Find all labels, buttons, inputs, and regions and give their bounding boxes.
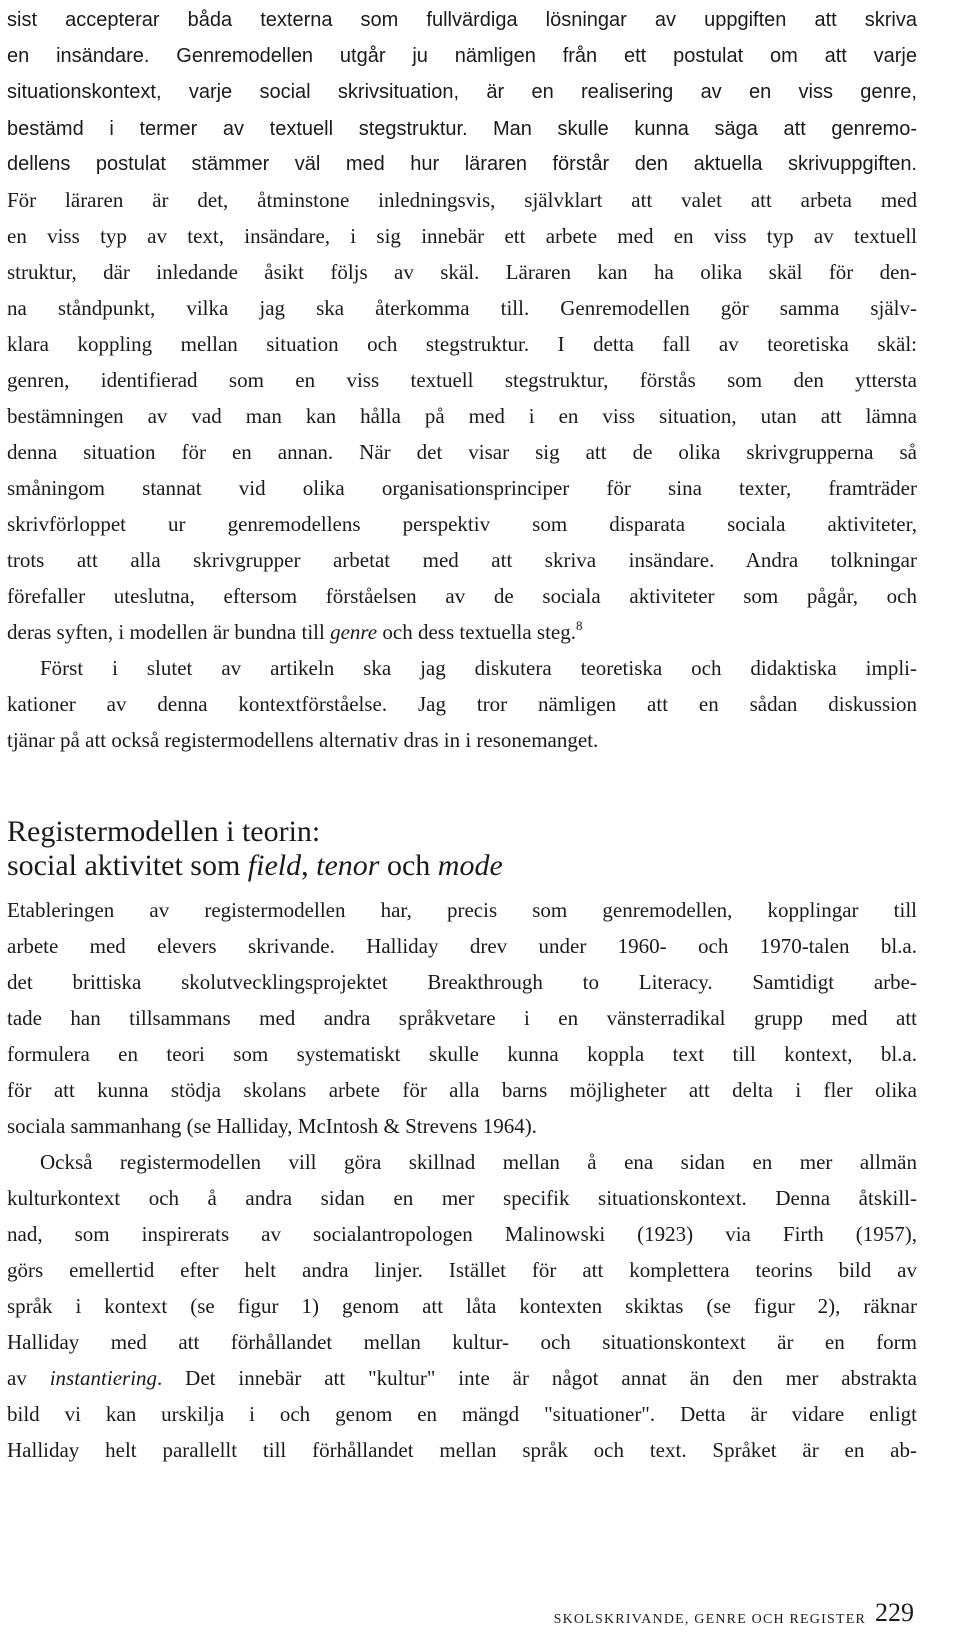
body-text: deras syften, i modellen är bundna till (7, 620, 331, 644)
body-line: Också registermodellen vill göra skillnad mellan å ena sidan en mer allmän (40, 1150, 917, 1174)
body-text: Man skulle kunna säga att genremo- (493, 118, 918, 140)
body-line: tjänar på att också registermodellens alternativ dras in i resonemanget. (7, 728, 599, 752)
footnote-marker[interactable]: 8 (576, 618, 583, 633)
section-heading-line1: Registermodellen i teorin: (7, 815, 321, 848)
heading-term-tenor: tenor (316, 849, 380, 882)
body-text: . Det innebär att "kultur" inte är något annat än den mer abstrakta (157, 1366, 917, 1390)
body-text: av (7, 1366, 50, 1390)
heading-term-field: field (247, 849, 302, 882)
body-line: Halliday helt parallellt till förhållandet mellan språk och text. Språket är en ab- (7, 1438, 917, 1462)
body-line: det brittiska skolutvecklingsprojektet Breakthrough to Literacy. Samtidigt arbe- (7, 970, 917, 994)
body-line: denna situation för en annan. När det visar sig att de olika skrivgrupperna så (7, 440, 917, 464)
running-footer-title: SKOLSKRIVANDE, GENRE OCH REGISTER (553, 1612, 866, 1627)
body-line: dellens postulat stämmer väl med hur läraren förstår den aktuella skrivuppgiften. (7, 153, 917, 175)
section-heading-line2 (7, 846, 503, 886)
body-line: situationskontext, varje social skrivsituation, är en realisering av en viss genre, (7, 81, 917, 103)
body-line: sist accepterar båda texterna som fullvärdiga lösningar av uppgiften att skriva (7, 9, 917, 31)
body-line: nad, som inspirerats av socialantropologen Malinowski (1923) via Firth (1957), (7, 1222, 917, 1246)
body-text: bestämd i termer av textuell stegstruktur. (7, 118, 468, 140)
body-line: en insändare. Genremodellen utgår ju nämligen från ett postulat om att varje (7, 45, 917, 67)
body-line (7, 614, 917, 650)
body-line: kationer av denna kontextförståelse. Jag tror nämligen att en sådan diskussion (7, 692, 917, 716)
body-line: småningom stannat vid olika organisationsprinciper för sina texter, framträder (7, 476, 917, 500)
body-line: Först i slutet av artikeln ska jag diskutera teoretiska och didaktiska impli- (40, 656, 917, 680)
body-line (7, 1360, 917, 1396)
body-line: struktur, där inledande åsikt följs av skäl. Läraren kan ha olika skäl för den- (7, 260, 917, 284)
body-line: klara koppling mellan situation och stegstruktur. I detta fall av teoretiska skäl: (7, 332, 917, 356)
body-line: na ståndpunkt, vilka jag ska återkomma till. Genremodellen gör samma själv- (7, 296, 917, 320)
body-line: bestämningen av vad man kan hålla på med i en viss situation, utan att lämna (7, 404, 917, 428)
body-text: och dess textuella steg. (377, 620, 577, 644)
body-line: tade han tillsammans med andra språkvetare i en vänsterradikal grupp med att (7, 1006, 917, 1030)
body-line: görs emellertid efter helt andra linjer. Istället för att komplettera teorins bild av (7, 1258, 917, 1282)
italic-term: genre (330, 620, 378, 644)
body-line: arbete med elevers skrivande. Halliday drev under 1960- och 1970-talen bl.a. (7, 934, 917, 958)
heading-text: och (379, 849, 438, 882)
page-number: 229 (875, 1598, 914, 1627)
heading-text: , (301, 849, 317, 882)
body-line (7, 110, 917, 146)
body-line: för att kunna stödja skolans arbete för alla barns möjligheter att delta i fler olika (7, 1078, 917, 1102)
body-line: språk i kontext (se figur 1) genom att låta kontexten skiktas (se figur 2), räknar (7, 1294, 917, 1318)
heading-text: social aktivitet som (7, 849, 248, 882)
body-line: bild vi kan urskilja i och genom en mängd "situationer". Detta är vidare enligt (7, 1402, 917, 1426)
body-line: Halliday med att förhållandet mellan kultur- och situationskontext är en form (7, 1330, 917, 1354)
body-line: Etableringen av registermodellen har, precis som genremodellen, kopplingar till (7, 898, 917, 922)
body-line: skrivförloppet ur genremodellens perspektiv som disparata sociala aktiviteter, (7, 512, 917, 536)
body-line: förefaller uteslutna, eftersom förståelsen av de sociala aktiviteter som pågår, och (7, 584, 917, 608)
body-line: genren, identifierad som en viss textuell stegstruktur, förstås som den yttersta (7, 368, 917, 392)
body-line: trots att alla skrivgrupper arbetat med att skriva insändare. Andra tolkningar (7, 548, 917, 572)
body-line: en viss typ av text, insändare, i sig innebär ett arbete med en viss typ av textuell (7, 224, 917, 248)
body-line: formulera en teori som systematiskt skulle kunna koppla text till kontext, bl.a. (7, 1042, 917, 1066)
italic-term: instantiering (49, 1366, 158, 1390)
body-line: kulturkontext och å andra sidan en mer specifik situationskontext. Denna åtskill- (7, 1186, 917, 1210)
body-line: sociala sammanhang (se Halliday, McIntosh & Strevens 1964). (7, 1114, 537, 1138)
heading-term-mode: mode (437, 849, 503, 882)
body-line: För läraren är det, åtminstone inledningsvis, självklart att valet att arbeta med (7, 188, 917, 212)
